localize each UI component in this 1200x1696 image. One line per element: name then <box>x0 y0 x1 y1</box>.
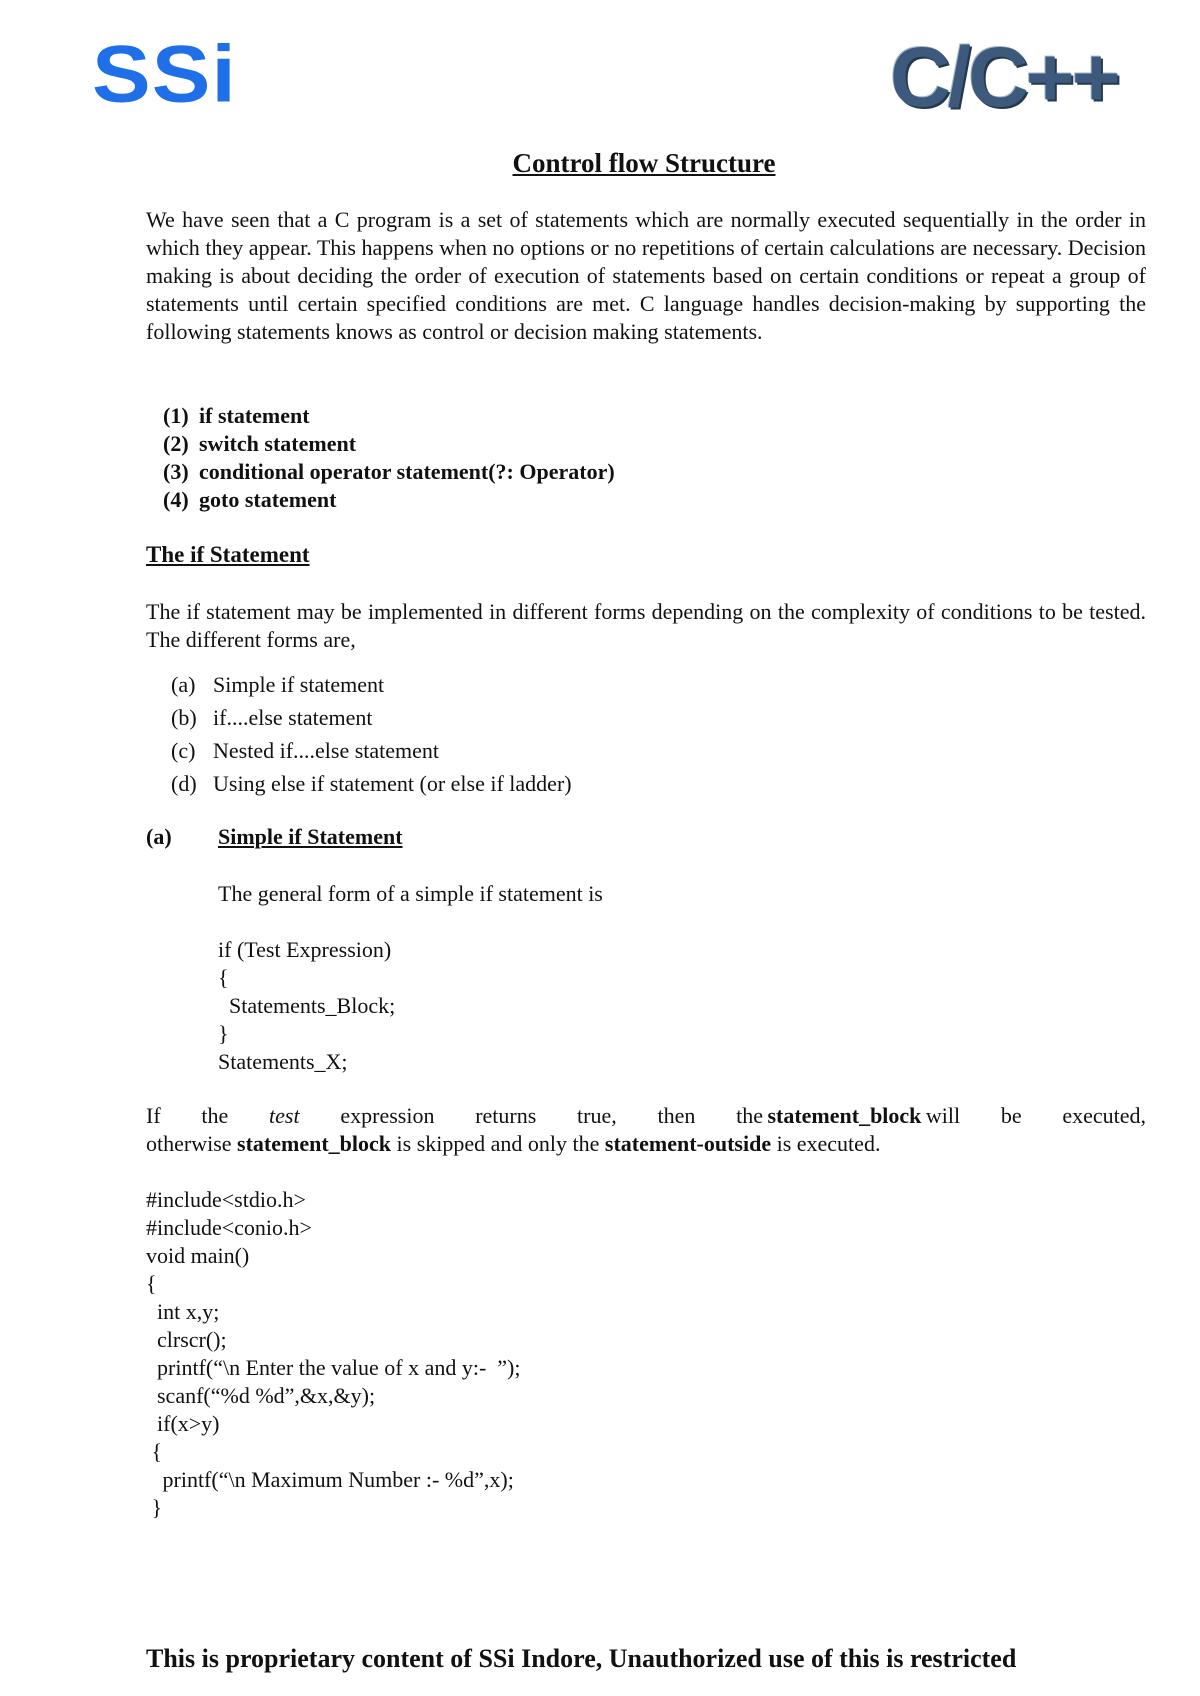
simple-if-heading: Simple if Statement <box>218 824 403 849</box>
explain-word: test <box>269 1103 300 1128</box>
list-marker: (2) <box>163 431 189 456</box>
explanation-line-2 <box>146 1131 880 1156</box>
page-title: Control flow Structure <box>512 148 776 178</box>
ssi-logo: SSi <box>92 28 237 120</box>
list-item-text: if....else statement <box>213 705 373 730</box>
explain-bold: statement_block <box>237 1131 392 1156</box>
list-item <box>163 458 615 486</box>
list-item-text: Using else if statement (or else if ladder) <box>213 771 572 796</box>
list-marker: (b) <box>171 705 197 730</box>
list-item <box>171 734 572 767</box>
list-item-text: Nested if....else statement <box>213 738 440 763</box>
list-marker: (c) <box>171 738 196 763</box>
list-item <box>163 402 615 430</box>
explain-word: the <box>736 1103 764 1128</box>
list-item <box>163 430 615 458</box>
list-item-text: if statement <box>199 403 310 428</box>
explain-word <box>736 1103 960 1128</box>
list-marker: (1) <box>163 403 189 428</box>
intro-paragraph: We have seen that a C program is a set of statements which are normally executed sequentially in the order in which they appear. This happens when no options or no repetitions of certain calculations are necessary. Decision making is about deciding the order of execution of statements based on certain conditions or repeat a group of statements until certain specified conditions are met. C language handles decision-making by supporting the following statements knows as control or decision making statements. <box>146 207 1146 344</box>
explain-word: be <box>1000 1103 1022 1128</box>
list-item <box>171 668 572 701</box>
list-marker: (4) <box>163 487 189 512</box>
explanation-line-1 <box>146 1102 1146 1130</box>
list-item <box>171 701 572 734</box>
explain-word: executed, <box>1062 1103 1146 1128</box>
explain-text: is executed. <box>771 1131 881 1156</box>
simple-if-syntax: if (Test Expression) { Statements_Block; } Statements_X; <box>218 937 396 1074</box>
explain-word: then <box>657 1103 696 1128</box>
explain-text: is skipped and only the <box>391 1131 605 1156</box>
statement-list <box>163 402 615 514</box>
explain-word: will <box>925 1103 961 1128</box>
cpp-logo: C/C++ <box>890 30 1118 124</box>
simple-if-marker: (a) <box>146 824 172 849</box>
list-item-text: switch statement <box>199 431 357 456</box>
example-code: #include<stdio.h> #include<conio.h> void main() { int x,y; clrscr(); printf(“\n Enter the value of x and y:- ”); scanf(“%d %d”,&x,&y); if(x>y) { printf(“\n Maximum Number :- %d”,x); } <box>146 1187 521 1520</box>
explain-word: If <box>146 1103 161 1128</box>
simple-if-explanation <box>146 1102 1146 1158</box>
explain-bold: statement_block <box>767 1103 922 1128</box>
list-item <box>163 486 615 514</box>
list-item <box>171 767 572 800</box>
explain-word: the <box>201 1103 229 1128</box>
explain-word: expression returns <box>340 1103 537 1128</box>
if-statement-paragraph: The if statement may be implemented in different forms depending on the complexity of conditions to be tested. The different forms are, <box>146 599 1146 652</box>
list-item-text: goto statement <box>199 487 337 512</box>
list-item-text: Simple if statement <box>213 672 385 697</box>
footer-notice: This is proprietary content of SSi Indore, Unauthorized use of this is restricted <box>146 1644 1017 1673</box>
explain-text: otherwise <box>146 1131 238 1156</box>
list-marker: (3) <box>163 459 189 484</box>
list-marker: (d) <box>171 771 197 796</box>
explain-word: true, <box>577 1103 617 1128</box>
if-statement-heading: The if Statement <box>146 542 310 567</box>
explain-bold: statement-outside <box>604 1131 772 1156</box>
if-forms-list <box>171 668 572 800</box>
list-item-text: conditional operator statement(?: Operator) <box>199 459 615 484</box>
simple-if-intro: The general form of a simple if statement is <box>218 881 603 906</box>
list-marker: (a) <box>171 672 196 697</box>
